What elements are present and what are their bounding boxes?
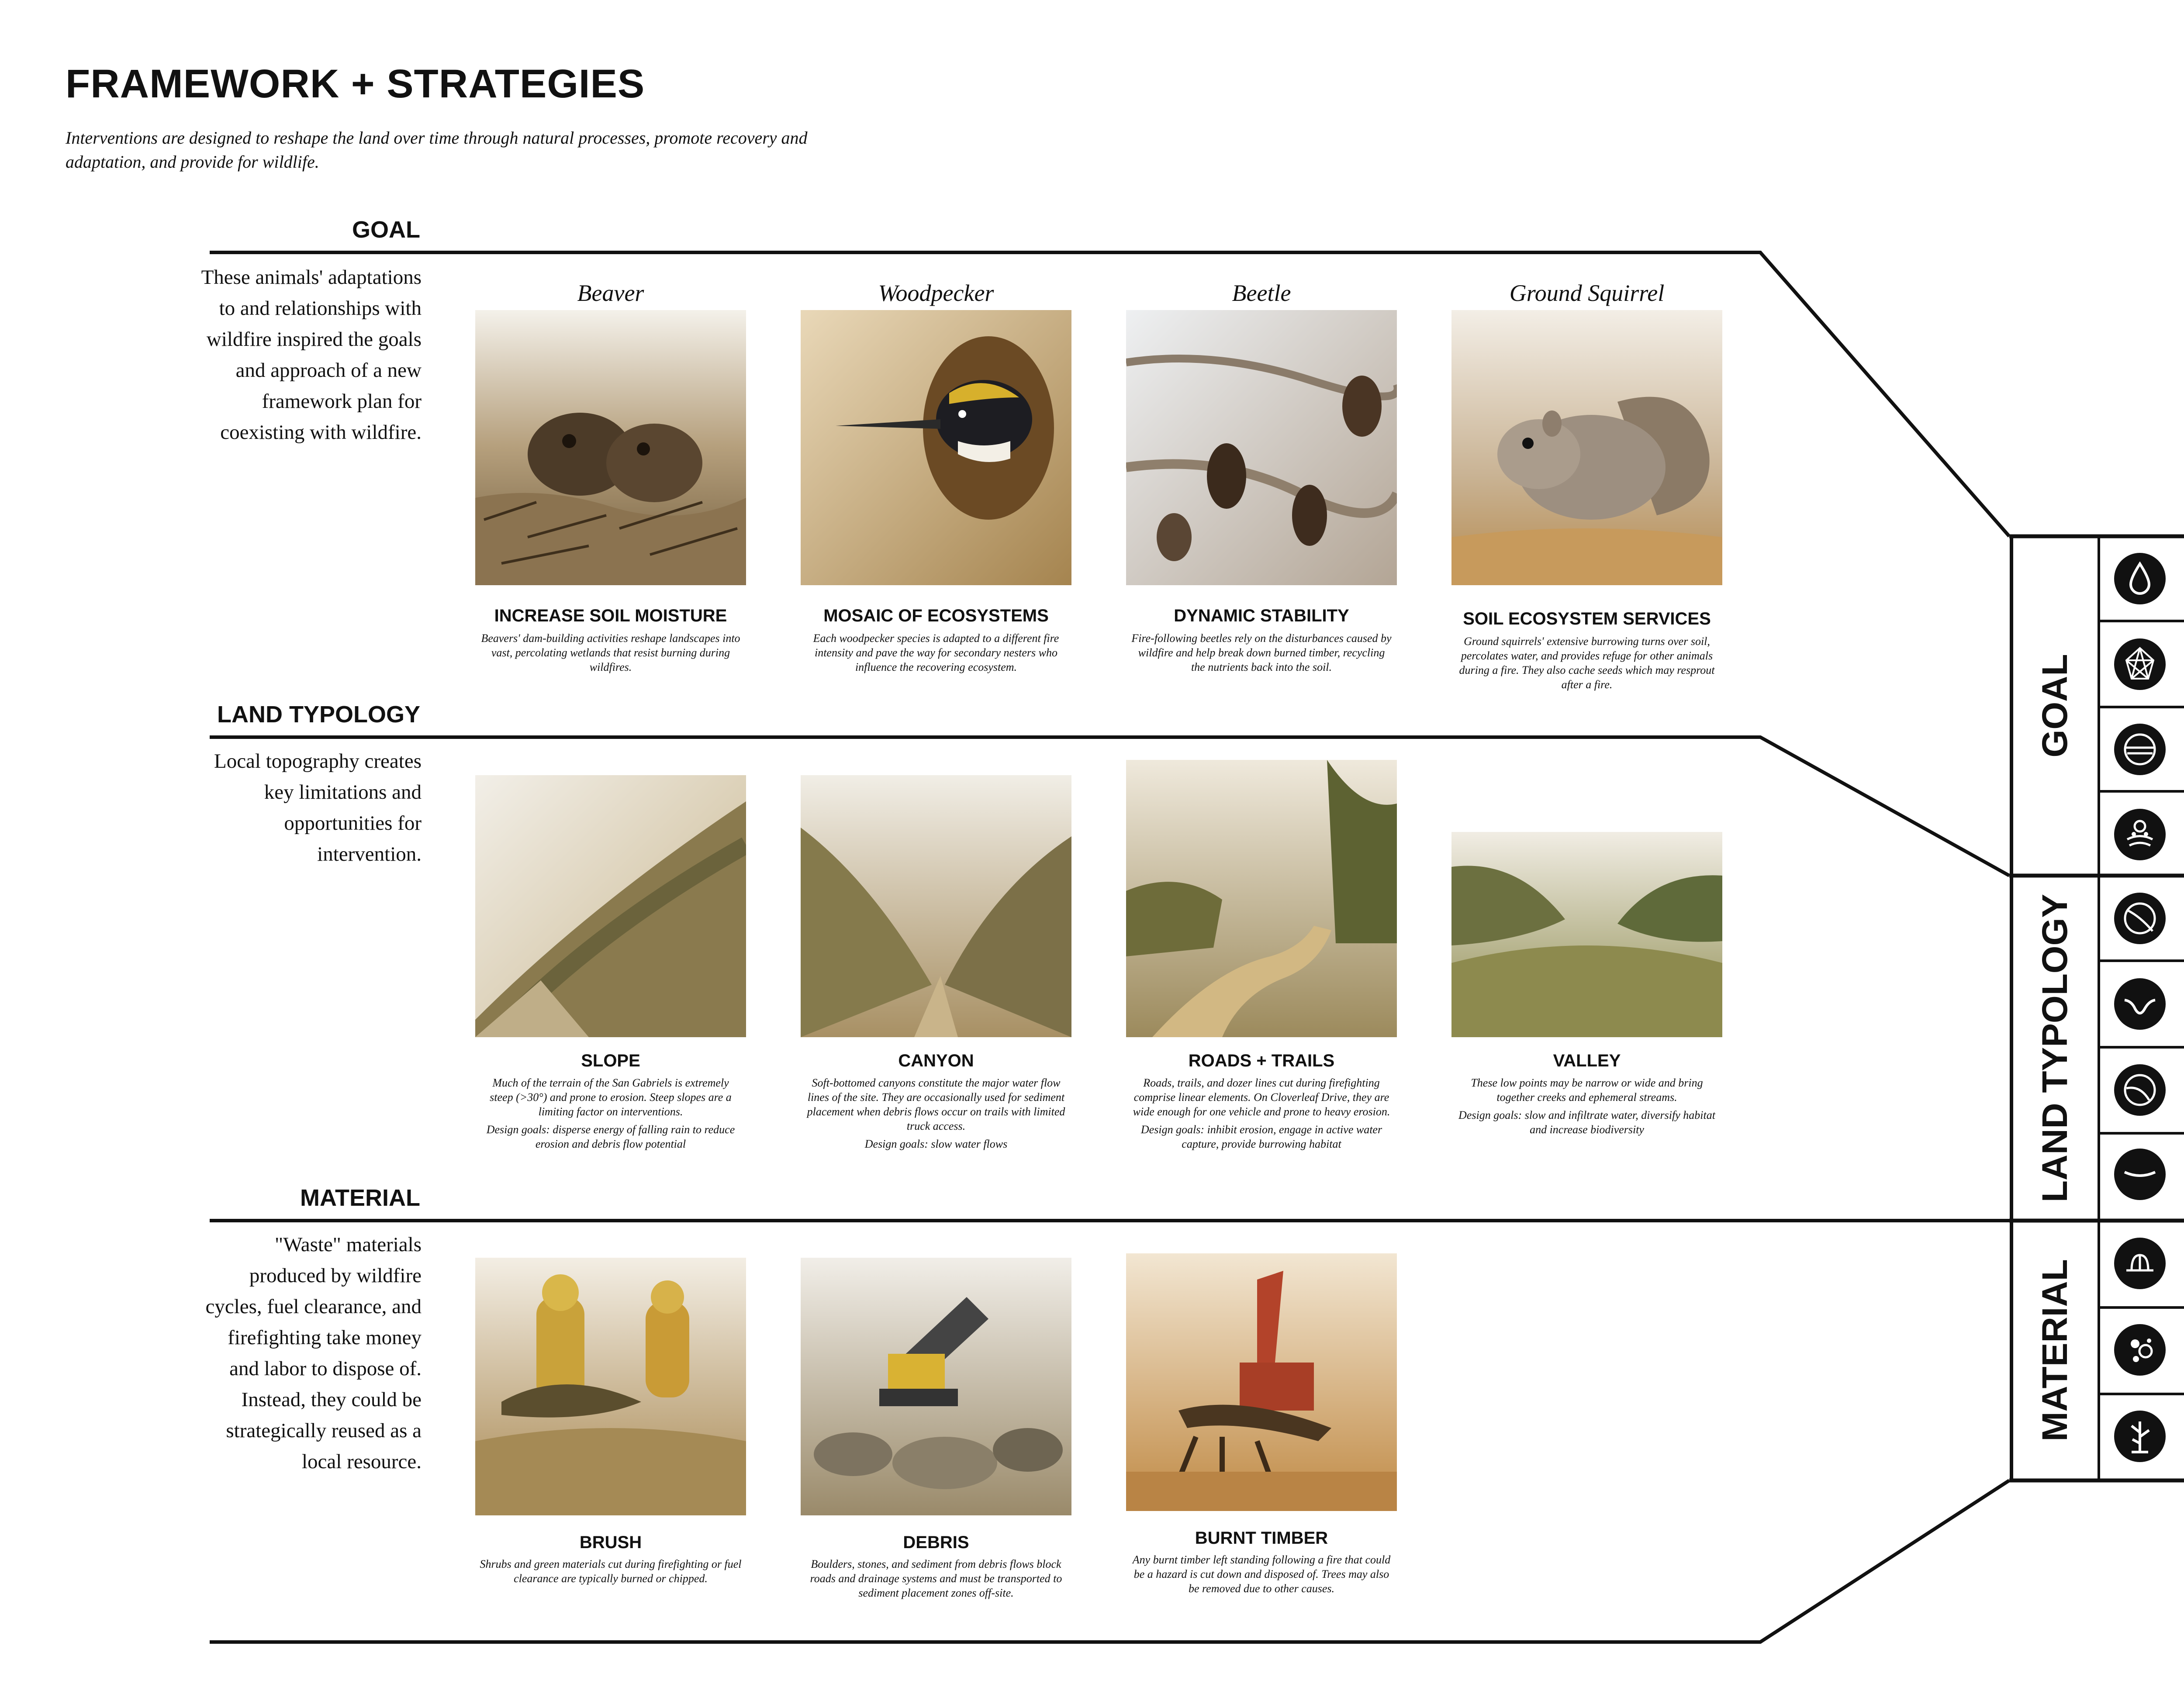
animal-name-beetle: Beetle: [1232, 280, 1291, 306]
material-heading: MATERIAL: [300, 1185, 420, 1211]
valley-photo: [1451, 832, 1722, 1037]
land-typology-heading: LAND TYPOLOGY: [217, 701, 420, 728]
material-card-text-debris: Boulders, stones, and sediment from debris flows block roads and drainage systems and must be transported to sediment placement zones off-site.: [810, 1558, 1062, 1599]
brush-photo: [475, 1258, 746, 1515]
land-card-goals-slope: Design goals: disperse energy of falling rain to reduce erosion and debris flow potential: [486, 1123, 735, 1150]
material-card-text-brush: Shrubs and green materials cut during firefighting or fuel clearance are typically burned or chipped.: [480, 1558, 742, 1585]
land-card-title-valley: VALLEY: [1553, 1051, 1621, 1070]
material-card-title-burnt-timber: BURNT TIMBER: [1195, 1528, 1328, 1548]
woodpecker-photo: [801, 310, 1071, 585]
land-card-desc-canyon: Soft-bottomed canyons constitute the major water flow lines of the site. They are occasionally used for sediment placement when debris flows occur on trails with limited truck access.: [807, 1076, 1065, 1132]
goal-card-text-woodpecker: Each woodpecker species is adapted to a different fire intensity and pave the way for secondary nesters who influence the recovering ecosystem.: [813, 632, 1059, 673]
group-label-goal: GOAL: [2035, 654, 2075, 758]
material-card-title-brush: BRUSH: [579, 1533, 642, 1552]
goal-card-text-beetle: Fire-following beetles rely on the disturbances caused by wildfire and help break down burned timber, recycling the nutrients back into the soil.: [1131, 632, 1392, 673]
land-card-desc-slope: Much of the terrain of the San Gabriels is extremely steep (>30°) and prone to erosion. Steep slopes are a limiting factor on interventions.: [490, 1076, 732, 1118]
beaver-photo: [475, 310, 746, 585]
material-description: "Waste" materials produced by wildfire cycles, fuel clearance, and firefighting take money and labor to dispose of. Instead, they could be strategically reused as a local resource.: [205, 1233, 422, 1473]
animal-name-woodpecker: Woodpecker: [878, 280, 994, 306]
land-card-text-slope: [480, 1076, 742, 1155]
land-card-text-canyon: [805, 1076, 1067, 1155]
goal-card-title-woodpecker: MOSAIC OF ECOSYSTEMS: [823, 606, 1049, 625]
valley-icon: [2114, 1149, 2166, 1200]
goal-card-text-beaver: Beavers' dam-building activities reshape landscapes into vast, percolating wetlands that resist burning during wildfires.: [481, 632, 740, 673]
land-card-title-canyon: CANYON: [898, 1051, 974, 1070]
page-subtitle: Interventions are designed to reshape the land over time through natural processes, promote recovery and adaptation, and provide for wildlife.: [66, 128, 808, 172]
group-label-material: MATERIAL: [2035, 1259, 2075, 1442]
slope-icon: [2114, 893, 2166, 944]
debris-icon: [2114, 1324, 2166, 1376]
beetle-photo: [1126, 310, 1397, 585]
land-card-goals-valley: Design goals: slow and infiltrate water, diversify habitat and increase biodiversity: [1458, 1109, 1715, 1136]
goal-card-text-ground-squirrel: Ground squirrels' extensive burrowing turns over soil, percolates water, and provides refuge for other animals during a fire. They also cache seeds which may resprout after a fire.: [1459, 635, 1715, 691]
group-label-land-typology: LAND TYPOLOGY: [2035, 894, 2075, 1203]
goal-card-title-beaver: INCREASE SOIL MOISTURE: [494, 606, 727, 625]
timber-icon: [2114, 1411, 2166, 1462]
burnt-timber-photo: [1126, 1253, 1397, 1511]
canyon-icon: [2114, 978, 2166, 1030]
ground-squirrel-photo: [1451, 310, 1722, 585]
soil-icon: [2114, 809, 2166, 860]
road-icon: [2114, 1064, 2166, 1116]
land-card-goals-canyon: Design goals: slow water flows: [864, 1138, 1008, 1150]
land-card-text-roads-trails: [1130, 1076, 1393, 1155]
land-card-goals-roads-trails: Design goals: inhibit erosion, engage in active water capture, provide burrowing habitat: [1140, 1123, 1382, 1150]
material-card-title-debris: DEBRIS: [903, 1533, 969, 1552]
material-card-text-burnt-timber: Any burnt timber left standing following a fire that could be a hazard is cut down and disposed of. Trees may also be removed due to other causes.: [1132, 1553, 1391, 1595]
animal-name-ground-squirrel: Ground Squirrel: [1509, 280, 1665, 306]
roads-trails-photo: [1126, 760, 1397, 1037]
land-card-desc-valley: These low points may be narrow or wide and bring together creeks and ephemeral streams.: [1471, 1076, 1703, 1104]
goal-heading: GOAL: [352, 217, 420, 243]
mosaic-icon: [2114, 638, 2166, 690]
land-card-desc-roads-trails: Roads, trails, and dozer lines cut during firefighting comprise linear elements. On Cloverleaf Drive, they are wide enough for one vehicle and prone to heavy erosion.: [1133, 1076, 1390, 1118]
goal-description: These animals' adaptations to and relationships with wildfire inspired the goals and approach of a new framework plan for coexisting with wildfire.: [201, 266, 422, 444]
goal-card-title-ground-squirrel: SOIL ECOSYSTEM SERVICES: [1463, 609, 1711, 628]
debris-photo: [801, 1258, 1071, 1515]
land-card-title-roads-trails: ROADS + TRAILS: [1188, 1051, 1335, 1070]
water-drop-icon: [2114, 553, 2166, 604]
goal-card-title-beetle: DYNAMIC STABILITY: [1174, 606, 1349, 625]
land-card-text-valley: [1456, 1076, 1718, 1140]
canyon-photo: [801, 775, 1071, 1037]
brush-icon: [2114, 1238, 2166, 1289]
animal-name-beaver: Beaver: [577, 280, 644, 306]
land-card-title-slope: SLOPE: [581, 1051, 640, 1070]
land-typology-description: Local topography creates key limitations and opportunities for intervention.: [214, 750, 422, 866]
balance-icon: [2114, 724, 2166, 775]
page-title: FRAMEWORK + STRATEGIES: [66, 62, 645, 106]
slope-photo: [475, 775, 746, 1037]
